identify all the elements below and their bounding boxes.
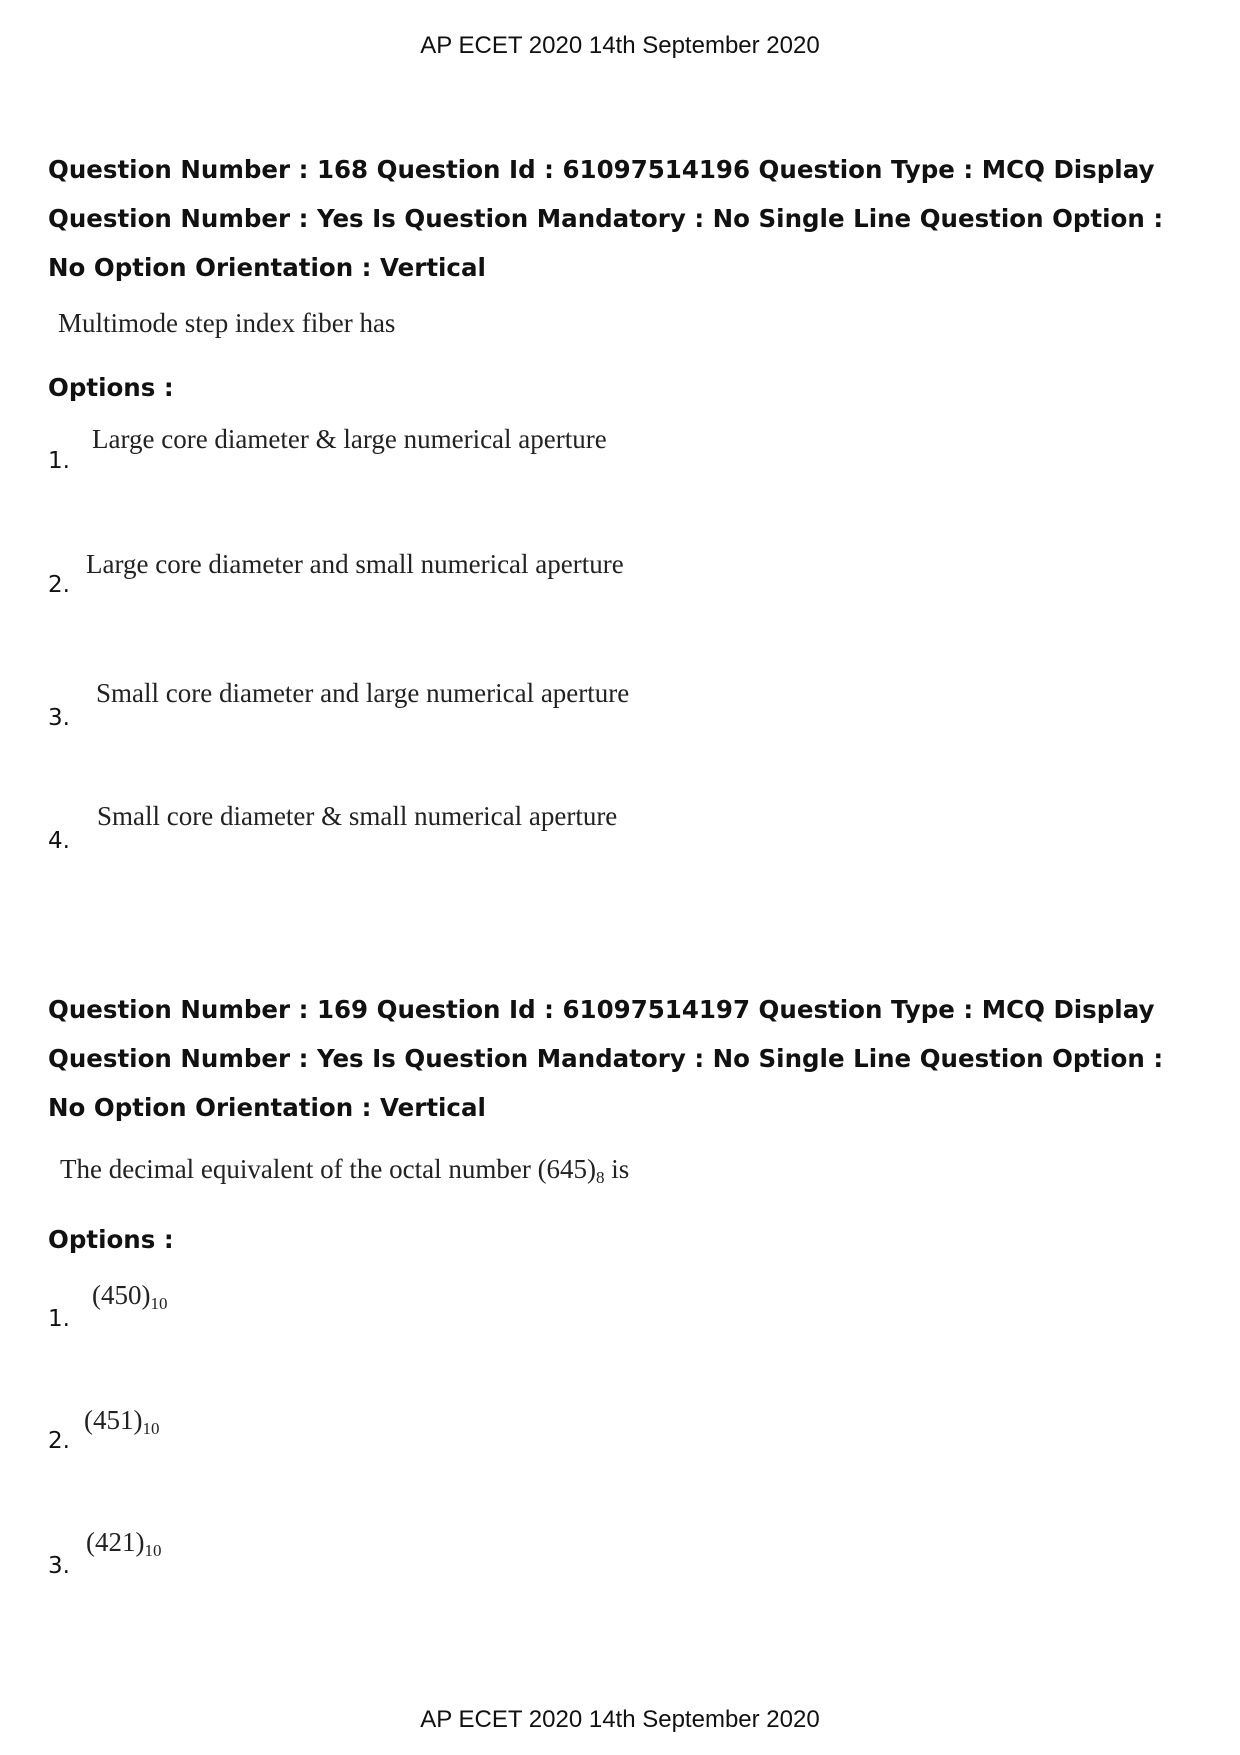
question-169-stem-tail: is bbox=[604, 1154, 630, 1184]
page-header: AP ECET 2020 14th September 2020 bbox=[420, 32, 820, 59]
question-169-option-1-base: 10 bbox=[150, 1294, 168, 1313]
question-168-option-4-text: Small core diameter & small numerical aperture bbox=[97, 801, 618, 831]
question-169-option-3-text bbox=[86, 1527, 161, 1561]
question-169-stem bbox=[60, 1154, 629, 1188]
question-169-option-2-base: 10 bbox=[142, 1419, 160, 1438]
question-168-option-1-text: Large core diameter & large numerical aperture bbox=[92, 424, 607, 454]
question-168-option-1-number: 1. bbox=[48, 448, 70, 474]
question-169-option-1-text bbox=[92, 1280, 167, 1314]
question-169-option-2-text bbox=[84, 1405, 159, 1439]
question-168-option-2-number: 2. bbox=[48, 572, 70, 598]
question-169-stem-text: The decimal equivalent of the octal number (645) bbox=[60, 1154, 597, 1184]
page-footer: AP ECET 2020 14th September 2020 bbox=[420, 1706, 820, 1733]
question-168-option-3-number: 3. bbox=[48, 705, 70, 731]
question-169-options-label: Options : bbox=[48, 1225, 174, 1254]
question-169-option-2-value: (451) bbox=[84, 1405, 143, 1435]
question-169-stem-base: 8 bbox=[596, 1168, 605, 1187]
question-168-option-4-number: 4. bbox=[48, 828, 70, 854]
question-168-option-3-text: Small core diameter and large numerical aperture bbox=[96, 678, 630, 708]
question-169-option-2-number: 2. bbox=[48, 1428, 70, 1454]
question-169-option-1-number: 1. bbox=[48, 1306, 70, 1332]
question-169-option-3-number: 3. bbox=[48, 1553, 70, 1579]
question-169-meta: Question Number : 169 Question Id : 61097514197 Question Type : MCQ Display Question Number : Yes Is Question Mandatory : No Single Line Question Option : No Option Orientation : Vertical bbox=[48, 995, 1164, 1122]
question-168-stem: Multimode step index fiber has bbox=[58, 308, 396, 338]
question-169-option-3-value: (421) bbox=[86, 1527, 145, 1557]
question-169-option-3-base: 10 bbox=[144, 1541, 162, 1560]
question-169-option-1-value: (450) bbox=[92, 1280, 151, 1310]
question-168-option-2-text: Large core diameter and small numerical aperture bbox=[86, 549, 624, 579]
question-168-options-label: Options : bbox=[48, 373, 174, 402]
question-168-meta: Question Number : 168 Question Id : 61097514196 Question Type : MCQ Display Question Number : Yes Is Question Mandatory : No Single Line Question Option : No Option Orientation : Vertical bbox=[48, 155, 1164, 282]
